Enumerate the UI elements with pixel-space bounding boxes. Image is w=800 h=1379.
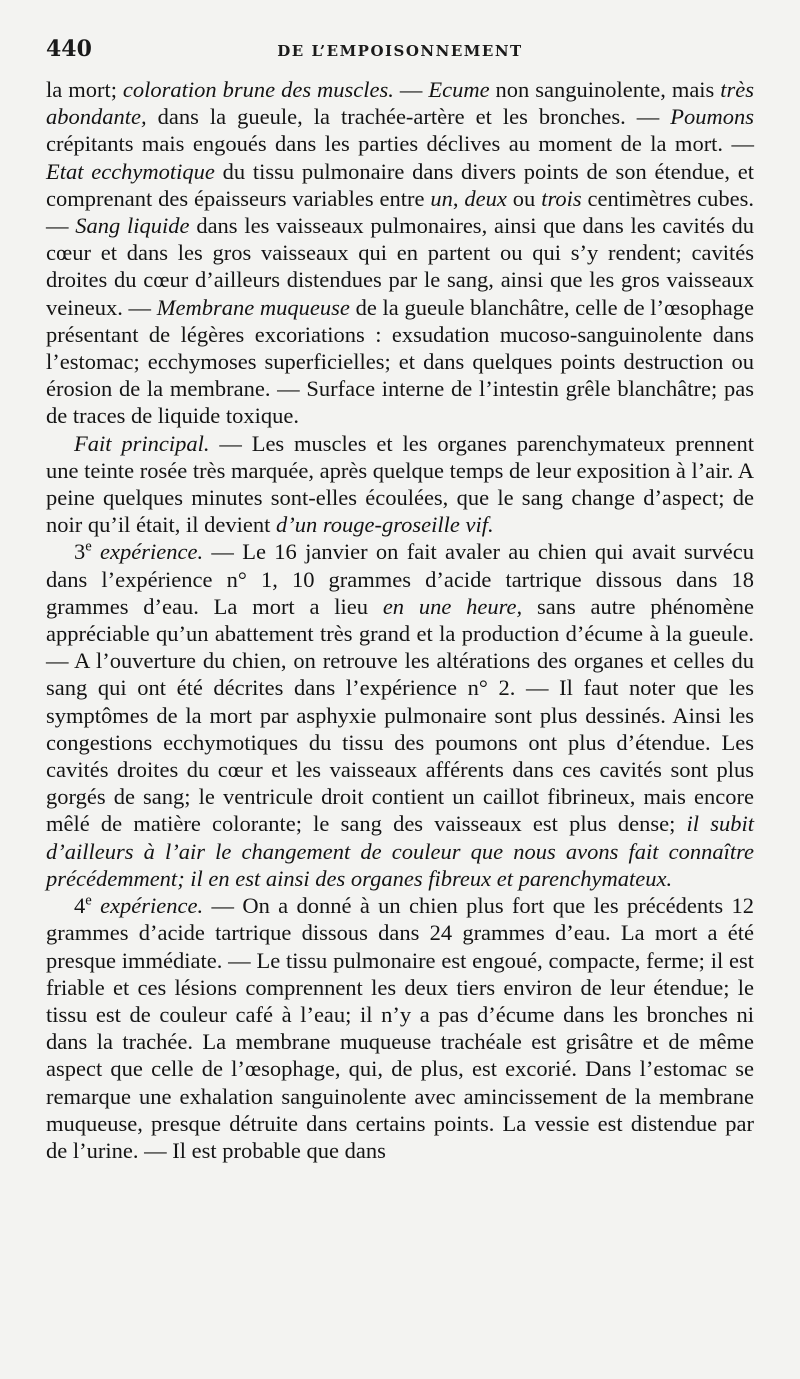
page-header [46, 30, 754, 66]
text: de la gueule blanchâtre, celle de l’œsophage présentant de légères excoriations : exsudation mucoso-sanguinolente dans l’estomac; ecchymoses superficielles; et dans quelques points destruction ou érosion de la membrane. — Surface interne de l’intestin grêle blanchâtre; pas de traces de liquide toxique. [46, 294, 754, 429]
text: — Le 16 janvier on fait avaler au chien qui avait survécu dans l’expérience n° 1, 10 grammes d’acide tartrique dissous dans 18 grammes d’eau. La mort a lieu [46, 539, 754, 619]
italic-text: trois [541, 185, 582, 211]
italic-text: Etat ecchymotique [46, 158, 215, 184]
text: crépitants mais engoués dans les parties déclives au moment de la mort. — [46, 131, 754, 157]
text: — On a donné à un chien plus fort que les précédents 12 grammes d’acide tartrique dissous dans 24 grammes d’eau. La mort a été presque immédiate. — Le tissu pulmonaire est engoué, compacte, ferme; il est friable et ces lésions comprennent les deux tiers environ de leur étendue; le tissu est de couleur café à l’eau; il n’y a pas d’écume dans les bronches ni dans la trachée. La membrane muqueuse trachéale est grisâtre et de même aspect que celle de l’œsophage, qui, de plus, est excorié. Dans l’estomac se remarque une exhalation sanguinolente avec amincissement de la membrane muqueuse, presque détruite dans certains points. La vessie est distendue par de l’urine. — Il est probable que dans [46, 893, 754, 1163]
paragraph-experience-4 [46, 892, 754, 1164]
italic-text: Membrane muqueuse [156, 294, 350, 320]
italic-text: très abondante, [46, 77, 755, 130]
text: ou [506, 185, 542, 211]
paragraph-observations [46, 76, 754, 430]
italic-text: deux [464, 185, 507, 211]
italic-text: un [430, 185, 453, 211]
italic-text: il subit d’ailleurs à l’air le changement de couleur que nous avons fait connaître précédemment; il en est ainsi des organes fibreux et parenchymateux. [46, 811, 754, 891]
experience-number: 4 [74, 893, 86, 919]
text: dans la gueule, la trachée-artère et les bronches. — [146, 104, 671, 130]
italic-text: d’un rouge-groseille vif. [275, 512, 494, 538]
italic-text: Fait principal. [74, 430, 210, 456]
italic-text: en une heure, [382, 593, 523, 619]
superscript: e [85, 538, 92, 555]
text: non sanguinolente, mais [489, 77, 721, 102]
paragraph-fait-principal [46, 430, 754, 539]
italic-text: Ecume [428, 77, 490, 102]
italic-text: Poumons [670, 104, 754, 130]
text: , [452, 185, 465, 211]
running-head: DE L’EMPOISONNEMENT [277, 42, 523, 60]
text: du tissu pulmonaire dans divers points de son étendue, et comprenant des épaisseurs variables entre [46, 158, 754, 211]
text: dans les vaisseaux pulmonaires, ainsi que dans les cavités du cœur et dans les gros vaisseaux qui en partent ou qui s’y rendent; cavités droites du cœur d’ailleurs distendues par le sang, ainsi que les gros vaisseaux veineux. — [46, 213, 755, 320]
italic-text: coloration brune des muscles. [122, 77, 394, 102]
body-text [46, 76, 754, 1164]
text: — Les muscles et les organes parenchymateux prennent une teinte rosée très marquée, après quelque temps de leur exposition à l’air. A peine quelques minutes sont-elles écoulées, que le sang change d’aspect; de noir qu’il était, il devient [46, 430, 754, 538]
text: sans autre phénomène appréciable qu’un abattement très grand et la production d’écume à la gueule. — A l’ouverture du chien, on retrouve les altérations des organes et celles du sang qui ont été décrites dans l’expérience n° 2. — Il faut noter que les symptômes de la mort par asphyxie pulmonaire sont plus dessinés. Ainsi les congestions ecchymotiques du tissu des poumons ont plus d’étendue. Les cavités droites du cœur et les vaisseaux afférents dans ces cavités sont plus gorgés de sang; le ventricule droit contient un caillot fibrineux, mais encore mêlé de matière colorante; le sang des vaisseaux est plus dense; [46, 593, 754, 837]
text: — [393, 77, 429, 102]
italic-text: expérience. [91, 893, 204, 919]
italic-text: Sang liquide [75, 213, 190, 239]
text: la mort; [46, 77, 123, 102]
text: centimètres cubes. — [46, 185, 755, 239]
italic-text: expérience. [91, 539, 204, 565]
page-number: 440 [46, 36, 92, 62]
paragraph-experience-3 [46, 538, 754, 892]
experience-number: 3 [74, 539, 86, 565]
superscript: e [85, 892, 92, 909]
